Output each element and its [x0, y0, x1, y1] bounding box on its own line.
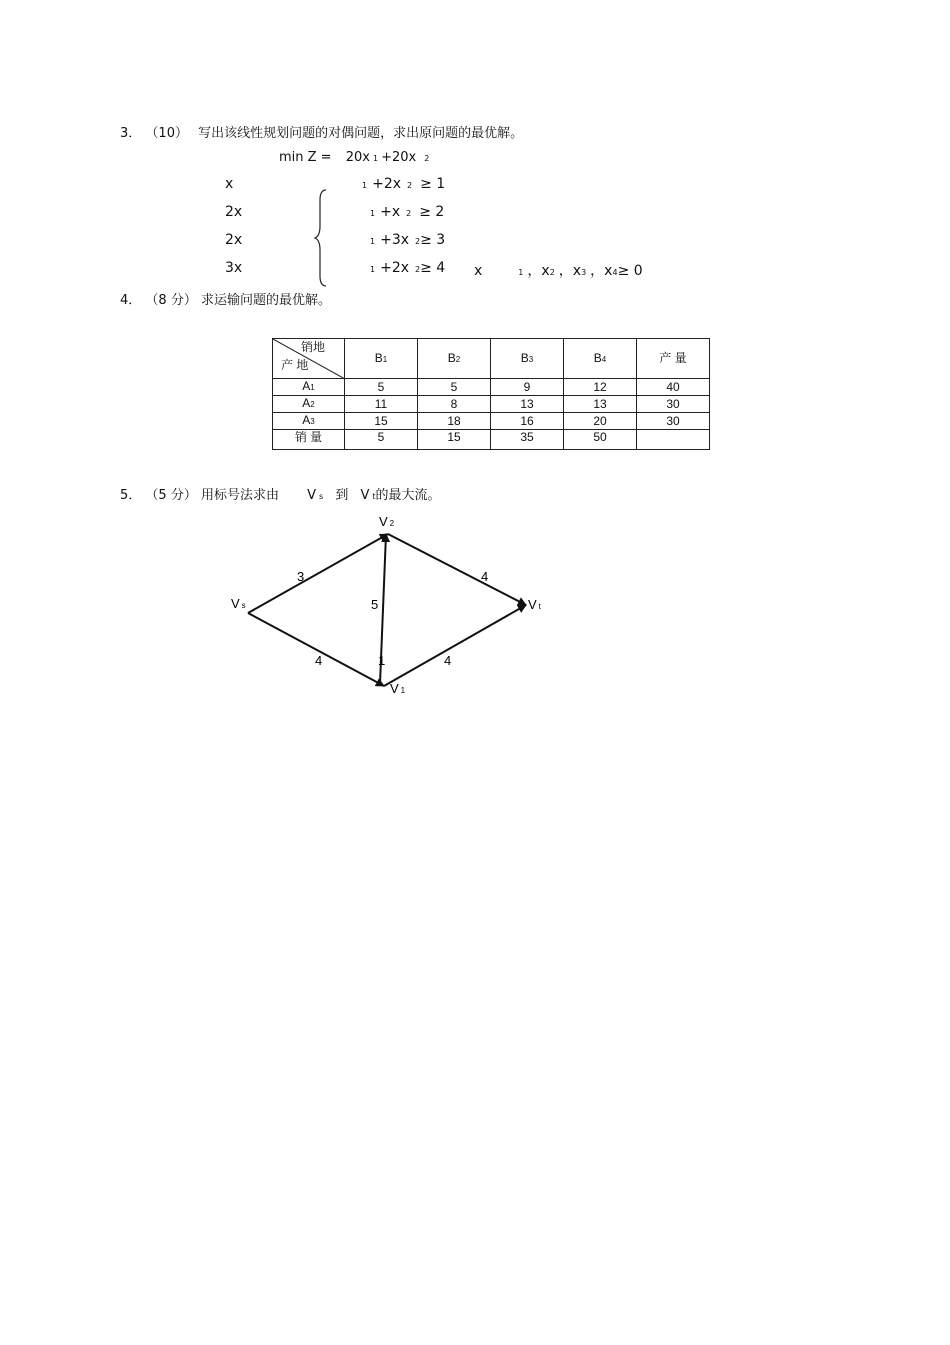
- row-header-a1: A1: [273, 379, 345, 396]
- col-header-b3: B3: [491, 339, 564, 379]
- nonneg-x2: x: [541, 263, 550, 279]
- capacity-v1-v2: 5: [371, 597, 379, 612]
- constraint-2-coef: 2x: [225, 204, 243, 220]
- edge-v1-vt: [384, 605, 526, 686]
- cost-cell: 8: [418, 396, 491, 413]
- constraint-4-sub2: 2: [415, 265, 421, 274]
- q5-number: 5．: [120, 488, 142, 503]
- q4-number: 4．: [120, 293, 142, 308]
- cost-cell: 13: [564, 396, 637, 413]
- cost-cell: 12: [564, 379, 637, 396]
- objective-term-2: +20x: [381, 150, 417, 165]
- capacity-v1-vt: 4: [444, 653, 452, 668]
- nonneg-comma1: ，: [527, 263, 542, 279]
- col-header-supply: 产 量: [637, 339, 710, 379]
- supply-cell: 30: [637, 396, 710, 413]
- q4-score: （8 分）: [145, 293, 197, 308]
- objective-sub-2: 2: [424, 154, 430, 163]
- cost-cell: 13: [491, 396, 564, 413]
- demand-cell: 15: [418, 430, 491, 450]
- col-header-b1: B1: [345, 339, 418, 379]
- capacity-vs-v1: 4: [315, 653, 323, 668]
- nonneg-rel: ≥ 0: [617, 263, 643, 279]
- cost-cell: 5: [418, 379, 491, 396]
- row-header-a2: A2: [273, 396, 345, 413]
- q4-prompt: 求运输问题的最优解。: [200, 293, 331, 308]
- nonneg-x1: x: [474, 263, 483, 279]
- constraint-3-sub1: 1: [370, 237, 376, 246]
- constraint-2-sub2: 2: [406, 209, 412, 218]
- cost-cell: 9: [491, 379, 564, 396]
- cost-cell: 20: [564, 413, 637, 430]
- objective-sub-1: 1: [372, 154, 379, 163]
- constraint-3-rel: ≥ 3: [420, 232, 446, 248]
- corner-destination-label: 销地: [301, 340, 326, 354]
- demand-label: 销 量: [273, 430, 345, 450]
- constraint-2-mid: +x: [380, 204, 401, 220]
- nonneg-sub2: 2: [549, 268, 555, 277]
- node-vt-label: Vt: [528, 597, 541, 612]
- node-vs-label: Vs: [231, 596, 246, 611]
- constraint-1-sub2: 2: [407, 181, 413, 190]
- col-header-b2: B2: [418, 339, 491, 379]
- constraint-3-sub2: 2: [415, 237, 421, 246]
- q3-score: （10）: [145, 126, 188, 141]
- constraint-4-rel: ≥ 4: [420, 260, 446, 276]
- nonneg-sub3: 3: [581, 268, 587, 277]
- nonneg-comma2: ，: [558, 263, 573, 279]
- nonneg-sub1: 1: [518, 268, 524, 277]
- demand-cell: 50: [564, 430, 637, 450]
- cost-cell: 18: [418, 413, 491, 430]
- constraint-3-coef: 2x: [225, 232, 243, 248]
- cost-cell: 11: [345, 396, 418, 413]
- q5-source: V s: [307, 488, 324, 503]
- q5-score: （5 分）: [145, 488, 197, 503]
- constraint-1-coef: x: [225, 176, 234, 192]
- objective-term-1: 20x: [345, 150, 370, 165]
- q3-prompt: 写出该线性规划问题的对偶问题，求出原问题的最优解。: [198, 126, 524, 141]
- nonneg-x4: x: [604, 263, 613, 279]
- q3-number: 3．: [120, 126, 142, 141]
- constraint-4-coef: 3x: [225, 260, 243, 276]
- col-header-b4: B4: [564, 339, 637, 379]
- corner-origin-label: 产 地: [281, 358, 309, 372]
- constraint-2-sub1: 1: [370, 209, 376, 218]
- q5-prompt-3: 的最大流。: [375, 488, 441, 503]
- capacity-v2-v1: 1: [378, 653, 386, 668]
- supply-cell: 30: [637, 413, 710, 430]
- nonneg-comma3: ，: [590, 263, 605, 279]
- supply-cell: 40: [637, 379, 710, 396]
- nonneg-sub4: 4: [612, 268, 618, 277]
- nonneg-x3: x: [572, 263, 582, 279]
- node-v2-label: V 2: [379, 514, 395, 529]
- edge-vs-v1: [248, 613, 384, 686]
- constraint-1-rel: ≥ 1: [420, 176, 446, 192]
- constraint-3-mid: +3x: [380, 232, 410, 248]
- constraint-4-mid: +2x: [380, 260, 410, 276]
- q5-sink: V t: [360, 488, 376, 503]
- q5-prompt-1: 用标号法求由: [200, 488, 279, 503]
- row-header-a3: A3: [273, 413, 345, 430]
- constraint-4-sub1: 1: [370, 265, 376, 274]
- demand-cell: 35: [491, 430, 564, 450]
- cost-cell: 5: [345, 379, 418, 396]
- constraint-2-rel: ≥ 2: [419, 204, 445, 220]
- capacity-v2-vt: 4: [481, 569, 489, 584]
- edge-v2-vt: [388, 534, 526, 605]
- capacity-vs-v2: 3: [297, 569, 305, 584]
- q5-prompt-2: 到: [335, 488, 349, 503]
- edge-vs-v2: [248, 534, 388, 613]
- objective-lhs: min Z =: [279, 150, 332, 165]
- cost-cell: 15: [345, 413, 418, 430]
- demand-cell: 5: [345, 430, 418, 450]
- cost-cell: 16: [491, 413, 564, 430]
- node-v1-label: V 1: [390, 681, 406, 696]
- constraint-1-sub1: 1: [362, 181, 368, 190]
- constraint-1-mid: +2x: [372, 176, 402, 192]
